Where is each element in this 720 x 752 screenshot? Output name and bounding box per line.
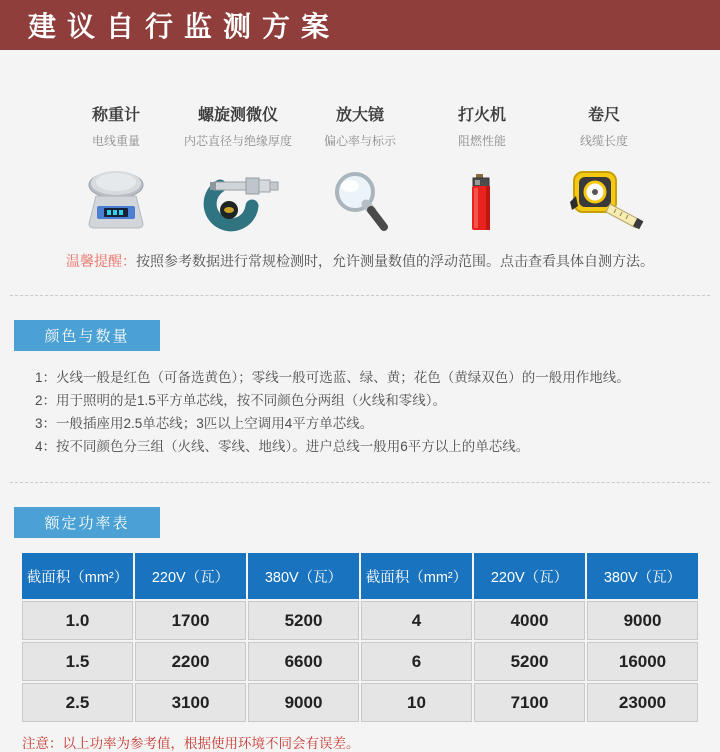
tools-row <box>0 50 720 237</box>
table-cell: 9000 <box>587 601 698 640</box>
tool-item-magnifier <box>299 102 421 237</box>
tape-measure-icon <box>543 165 665 237</box>
rule-line: 2：用于照明的是1.5平方单芯线，按不同颜色分两组（火线和零线）。 <box>35 393 447 408</box>
col-header-220v: 220V（瓦） <box>135 553 246 599</box>
power-table-note: 注意：以上功率为参考值，根据使用环境不同会有误差。 <box>22 736 360 751</box>
table-cell: 1.5 <box>22 642 133 681</box>
tool-item-lighter <box>421 102 543 237</box>
view-method-link[interactable]: 点击查看具体自测方法。 <box>500 253 654 269</box>
tool-name: 螺旋测微仪 <box>197 107 278 124</box>
table-cell: 10 <box>361 683 472 722</box>
rule-line: 1：火线一般是红色（可备选黄色）；零线一般可选蓝、绿、黄；花色（黄绿双色）的一般用作地线。 <box>35 370 630 385</box>
page-title: 建议自行监测方案 <box>28 10 341 43</box>
rule-line: 4：按不同颜色分三组（火线、零线、地线）。进户总线一般用6平方以上的单芯线。 <box>35 439 530 454</box>
dashed-divider-bottom <box>10 482 710 483</box>
table-cell: 1700 <box>135 601 246 640</box>
scale-icon <box>55 165 177 237</box>
power-table-header-row <box>22 553 698 599</box>
tool-desc: 偏心率与标示 <box>323 134 396 148</box>
table-cell: 5200 <box>474 642 585 681</box>
table-row <box>22 683 698 722</box>
rule-line: 3：一般插座用2.5单芯线；3匹以上空调用4平方单芯线。 <box>35 416 374 431</box>
warm-reminder <box>0 251 720 271</box>
tool-name: 称重计 <box>91 107 140 124</box>
table-row <box>22 642 698 681</box>
reminder-text: 按照参考数据进行常规检测时，允许测量数值的浮动范围。 <box>136 253 500 269</box>
reminder-label: 温馨提醒： <box>66 253 136 269</box>
tool-item-micrometer <box>177 102 299 237</box>
power-table <box>20 551 700 724</box>
micrometer-icon <box>177 165 299 237</box>
col-header-380v: 380V（瓦） <box>587 553 698 599</box>
tool-item-scale <box>55 102 177 237</box>
table-cell: 1.0 <box>22 601 133 640</box>
tool-desc: 电线重量 <box>91 134 140 148</box>
col-header-220v: 220V（瓦） <box>474 553 585 599</box>
table-cell: 2200 <box>135 642 246 681</box>
table-cell: 23000 <box>587 683 698 722</box>
tool-desc: 内芯直径与绝缘厚度 <box>183 134 292 148</box>
table-cell: 9000 <box>248 683 359 722</box>
col-header-cross-section: 截面积（mm²） <box>361 553 472 599</box>
tool-desc: 线缆长度 <box>579 134 628 148</box>
tool-name: 打火机 <box>457 107 506 124</box>
page-header <box>0 0 720 50</box>
table-cell: 6600 <box>248 642 359 681</box>
lighter-icon <box>421 165 543 237</box>
table-cell: 16000 <box>587 642 698 681</box>
color-rules-list <box>35 366 720 458</box>
tool-desc: 阻燃性能 <box>457 134 506 148</box>
magnifier-icon <box>299 165 421 237</box>
tool-name: 放大镜 <box>335 107 384 124</box>
col-header-cross-section: 截面积（mm²） <box>22 553 133 599</box>
table-cell: 2.5 <box>22 683 133 722</box>
dashed-divider-top <box>10 295 710 296</box>
table-cell: 4000 <box>474 601 585 640</box>
table-cell: 4 <box>361 601 472 640</box>
table-cell: 6 <box>361 642 472 681</box>
tool-name: 卷尺 <box>587 107 620 124</box>
section-title-colors: 颜色与数量 <box>14 320 160 351</box>
section-title-power: 额定功率表 <box>14 507 160 538</box>
tool-item-tape-measure <box>543 102 665 237</box>
col-header-380v: 380V（瓦） <box>248 553 359 599</box>
table-row <box>22 601 698 640</box>
table-cell: 3100 <box>135 683 246 722</box>
table-cell: 5200 <box>248 601 359 640</box>
table-cell: 7100 <box>474 683 585 722</box>
